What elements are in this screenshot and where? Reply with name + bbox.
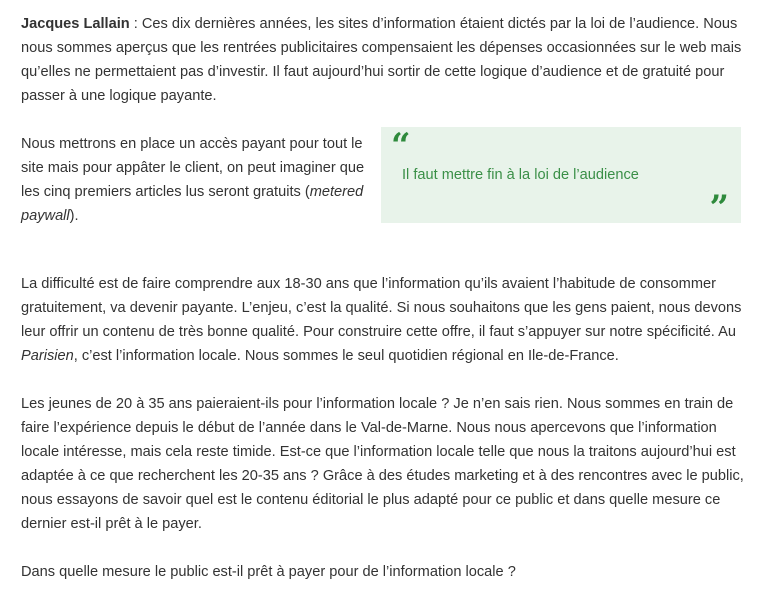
article-body: [21, 12, 746, 608]
paragraph-quality-text: La difficulté est de faire comprendre aux 18-30 ans que l’information qu’ils avaient l’habitude de consommer gratuitement, va devenir payante. L’enjeu, c’est la qualité. Si nous souhaitons que les gens paient, nous devons leur offrir un contenu de très bonne qualité. Pour construire cette offre, il faut s’appuyer sur notre spécificité. Au: [21, 276, 742, 340]
paragraph-quality: [21, 272, 746, 368]
pull-quote-text: Il faut mettre fin à la loi de l’audience: [402, 167, 639, 183]
paragraph-paywall-end: ).: [69, 208, 79, 224]
paragraph-quality-end: , c’est l’information locale. Nous sommes le seul quotidien régional en Ile-de-France.: [73, 348, 619, 364]
speaker-name: Jacques Lallain: [21, 16, 130, 32]
pull-quote: [381, 126, 741, 228]
paragraph-paywall: [21, 132, 381, 228]
newspaper-name: Parisien: [21, 348, 74, 364]
open-quote-icon: “: [391, 126, 411, 166]
paragraph-paywall-text: Nous mettrons en place un accès payant pour tout le site mais pour appâter le client, on peut imaginer que les cinq premiers articles lus seront gratuits (: [21, 136, 365, 200]
paragraph-with-quote: [21, 126, 746, 254]
paragraph-intro: [21, 12, 746, 108]
close-quote-icon: ”: [709, 188, 729, 228]
paragraph-intro-text: : Ces dix dernières années, les sites d’information étaient dictés par la loi de l’audience. Nous nous sommes aperçus que les rentrées publicitaires compensaient les dépenses occasionnées sur le web mais qu’elles ne permettaient pas d’investir. Il faut aujourd’hui sortir de cette logique d’audience et de gratuité pour passer à une logique payante.: [21, 16, 742, 104]
paragraph-question: Dans quelle mesure le public est-il prêt à payer pour de l’information locale ?: [21, 564, 516, 580]
paywall-term: metered paywall: [21, 184, 364, 224]
paragraph-youth: Les jeunes de 20 à 35 ans paieraient-ils pour l’information locale ? Je n’en sais rien. Nous sommes en train de faire l’expérience depuis le début de l’année dans le Val-de-Marne. Nous nous apercevons que l’information locale intéresse, mais cela reste timide. Est-ce que l’information locale telle que nous la traitons aujourd’hui est adaptée à ce que recherchent les 20-35 ans ? Grâce à des études marketing et à des rencontres avec le public, nous essayons de savoir quel est le contenu éditorial le plus adapté pour ce public et dans quelle mesure ce dernier est-il prêt à le payer.: [21, 396, 744, 532]
